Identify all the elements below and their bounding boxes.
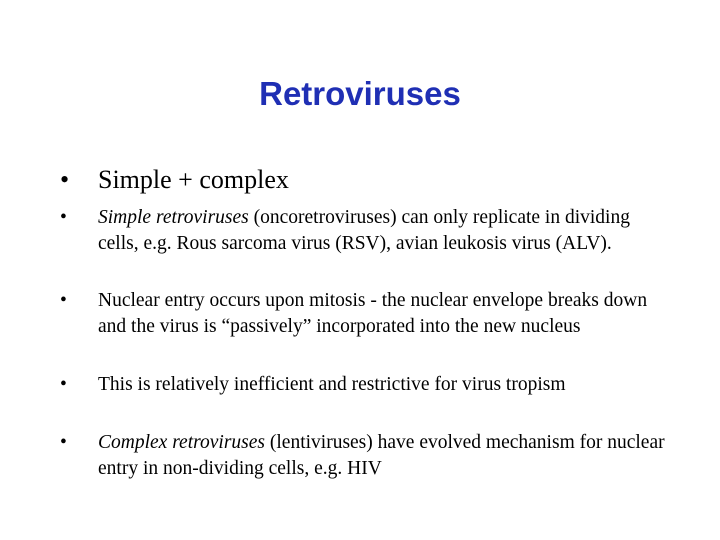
main-bullet-text: Simple + complex [98, 165, 289, 194]
sub-bullet-text [98, 372, 670, 398]
bullet-marker: • [60, 290, 67, 311]
sub-bullet-text [98, 288, 670, 340]
bullet-marker: • [60, 165, 70, 194]
sub-bullet-body: This is relatively inefficient and restrictive for virus tropism [98, 374, 566, 395]
sub-bullet-body: (oncoretroviruses) can only replicate in dividing cells, e.g. Rous sarcoma virus (RSV), avian leukosis virus (ALV). [98, 207, 630, 254]
slide-title: Retroviruses [259, 75, 461, 112]
sub-bullet-body: (lentiviruses) have evolved mechanism for nuclear entry in non-dividing cells, e.g. HIV [98, 432, 665, 479]
sub-bullet-text [98, 205, 670, 257]
sub-bullet-body: Nuclear entry occurs upon mitosis - the nuclear envelope breaks down and the virus is “passively” incorporated into the new nucleus [98, 290, 648, 337]
bullet-marker: • [60, 374, 67, 395]
sub-bullet-text [98, 430, 670, 482]
bullet-marker: • [60, 207, 67, 228]
bullet-marker: • [60, 432, 67, 453]
sub-bullet-emphasis: Simple retroviruses [98, 207, 249, 228]
sub-bullet-emphasis: Complex retroviruses [98, 432, 265, 453]
